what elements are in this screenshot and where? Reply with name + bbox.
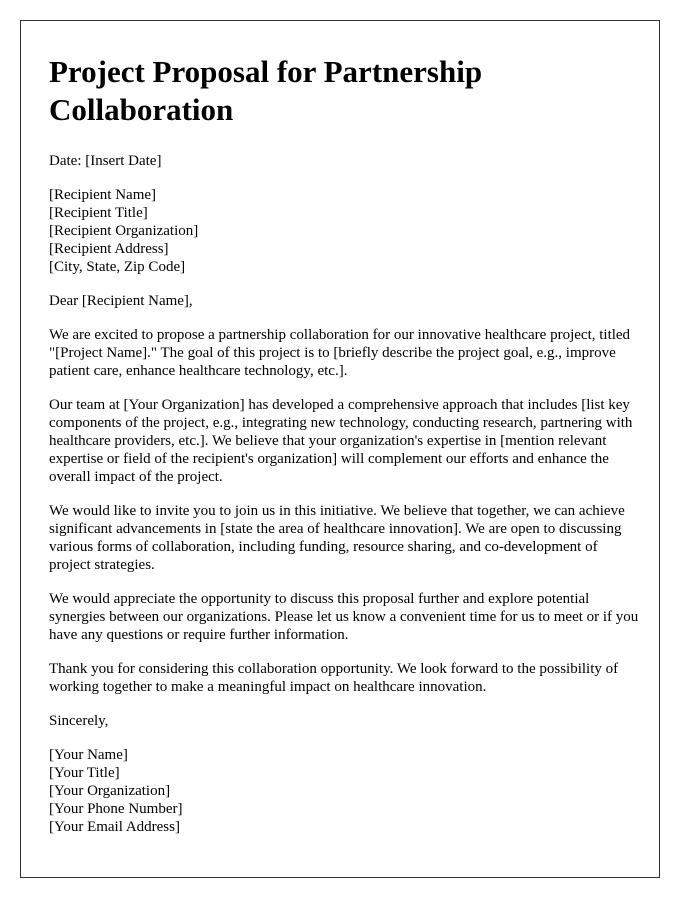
sender-title: [Your Title] bbox=[49, 765, 120, 781]
body-paragraph-5: Thank you for considering this collaboration opportunity. We look forward to the possibility of working together to make a meaningful impact on healthcare innovation. bbox=[49, 661, 619, 695]
closing: Sincerely, bbox=[49, 713, 109, 729]
body-paragraph-1: We are excited to propose a partnership collaboration for our innovative healthcare project, titled "[Project Name]." The goal of this project is to [briefly describe the project goal, e.g., improve patient care, enhance healthcare technology, etc.]. bbox=[49, 327, 631, 379]
recipient-block bbox=[49, 186, 639, 276]
sender-block bbox=[49, 746, 639, 836]
body-paragraph-2: Our team at [Your Organization] has developed a comprehensive approach that includes [list key components of the project, e.g., integrating new technology, conducting research, partnering with healthcare providers, etc.]. We believe that your organization's expertise in [mention relevant expertise or field of the recipient's organization] will complement our efforts and enhance the overall impact of the project. bbox=[49, 397, 633, 485]
body-paragraph-3: We would like to invite you to join us in this initiative. We believe that together, we can achieve significant advancements in [state the area of healthcare innovation]. We are open to discussing various forms of collaboration, including funding, resource sharing, and co-development of project strategies. bbox=[49, 503, 625, 573]
recipient-title: [Recipient Title] bbox=[49, 205, 148, 221]
page-title: Project Proposal for Partnership Collaboration bbox=[49, 54, 483, 127]
salutation: Dear [Recipient Name], bbox=[49, 293, 193, 309]
date-line: Date: [Insert Date] bbox=[49, 153, 162, 169]
letter-content bbox=[49, 49, 639, 852]
recipient-organization: [Recipient Organization] bbox=[49, 223, 199, 239]
recipient-name: [Recipient Name] bbox=[49, 187, 157, 203]
recipient-city-state-zip: [City, State, Zip Code] bbox=[49, 259, 186, 275]
recipient-address: [Recipient Address] bbox=[49, 241, 169, 257]
sender-email: [Your Email Address] bbox=[49, 819, 180, 835]
sender-organization: [Your Organization] bbox=[49, 783, 171, 799]
body-paragraph-4: We would appreciate the opportunity to discuss this proposal further and explore potential synergies between our organizations. Please let us know a convenient time for us to meet or if you have any questions or require further information. bbox=[49, 591, 639, 643]
sender-name: [Your Name] bbox=[49, 747, 128, 763]
letter-page bbox=[20, 20, 660, 878]
sender-phone: [Your Phone Number] bbox=[49, 801, 183, 817]
